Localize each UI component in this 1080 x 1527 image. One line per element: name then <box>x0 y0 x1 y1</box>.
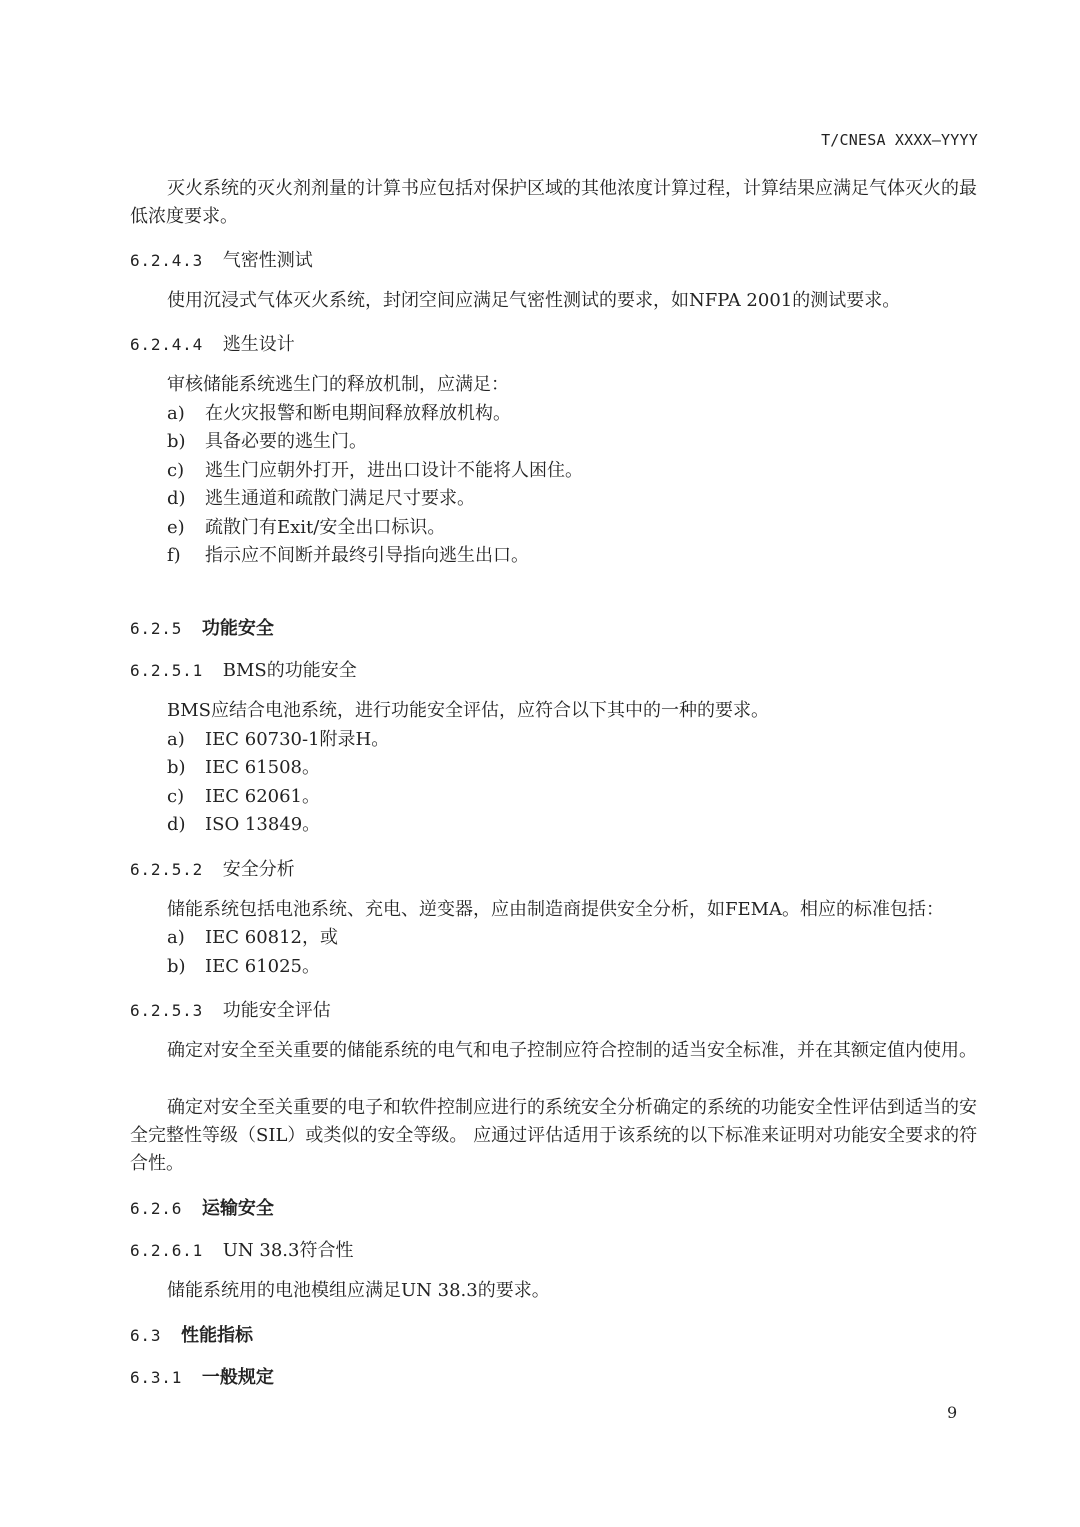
section-title: 安全分析 <box>222 859 295 880</box>
list-marker: c) <box>167 460 185 481</box>
section-number: 6.2.4.3 <box>130 251 204 270</box>
list-text: IEC 62061。 <box>205 786 321 807</box>
section-title: 功能安全评估 <box>222 1000 331 1021</box>
section-number: 6.2.5.3 <box>130 1001 204 1020</box>
paragraph-6253-1: 确定对安全至关重要的储能系统的电气和电子控制应符合控制的适当安全标准，并在其额定值内使用。 <box>167 1040 977 1061</box>
list-item <box>167 924 338 952</box>
heading-626 <box>130 1194 274 1220</box>
list-text: IEC 60730-1附录H。 <box>205 729 390 750</box>
heading-631 <box>130 1363 274 1389</box>
list-item <box>167 457 583 485</box>
paragraph-6261: 储能系统用的电池模组应满足UN 38.3的要求。 <box>167 1280 550 1301</box>
paragraph-intro: 灭火系统的灭火剂剂量的计算书应包括对保护区域的其他浓度计算过程，计算结果应满足气体灭火的最低浓度要求。 <box>130 178 977 227</box>
section-title: 性能指标 <box>181 1325 254 1346</box>
list-item <box>167 542 529 570</box>
heading-63 <box>130 1321 253 1347</box>
heading-6244 <box>130 330 295 356</box>
paragraph-6244-intro: 审核储能系统逃生门的释放机制，应满足： <box>167 374 509 395</box>
list-marker: d) <box>167 814 186 835</box>
section-number: 6.2.5 <box>130 619 183 638</box>
list-text: 疏散门有Exit/安全出口标识。 <box>205 517 446 538</box>
section-number: 6.2.6 <box>130 1199 183 1218</box>
document-code: T/CNESA XXXX—YYYY <box>821 131 978 149</box>
section-title: 逃生设计 <box>222 334 295 355</box>
section-number: 6.3 <box>130 1326 162 1345</box>
section-title: 功能安全 <box>201 618 274 639</box>
list-marker: c) <box>167 786 185 807</box>
section-title: 运输安全 <box>201 1198 274 1219</box>
paragraph-6253-2: 确定对安全至关重要的电子和软件控制应进行的系统安全分析确定的系统的功能安全性评估到适当的安全完整性等级（SIL）或类似的安全等级。 应通过评估适用于该系统的以下标准来证明对功能安全要求的符合性。 <box>130 1097 978 1174</box>
list-text: IEC 61025。 <box>205 956 321 977</box>
list-text: 在火灾报警和断电期间释放释放机构。 <box>205 403 511 424</box>
heading-625 <box>130 614 274 640</box>
list-marker: b) <box>167 956 186 977</box>
list-item <box>167 953 320 981</box>
list-marker: b) <box>167 757 186 778</box>
heading-6252 <box>130 855 295 881</box>
list-marker: b) <box>167 431 186 452</box>
list-text: ISO 13849。 <box>205 814 321 835</box>
list-item <box>167 783 320 811</box>
list-marker: a) <box>167 729 185 750</box>
list-marker: d) <box>167 488 186 509</box>
heading-6253 <box>130 996 331 1022</box>
list-text: 逃生门应朝外打开，进出口设计不能将人困住。 <box>205 460 583 481</box>
list-item <box>167 754 320 782</box>
list-marker: a) <box>167 403 185 424</box>
list-text: IEC 61508。 <box>205 757 321 778</box>
heading-6261 <box>130 1236 354 1262</box>
list-text: 具备必要的逃生门。 <box>205 431 367 452</box>
list-marker: a) <box>167 927 185 948</box>
list-text: IEC 60812，或 <box>205 927 339 948</box>
list-marker: e) <box>167 517 185 538</box>
section-number: 6.2.4.4 <box>130 335 204 354</box>
section-title: 气密性测试 <box>222 250 313 271</box>
list-item <box>167 514 445 542</box>
list-item <box>167 400 511 428</box>
list-marker: f) <box>167 545 181 566</box>
section-title: 一般规定 <box>201 1367 274 1388</box>
section-number: 6.2.5.1 <box>130 661 204 680</box>
heading-6243 <box>130 246 313 272</box>
section-number: 6.2.6.1 <box>130 1241 204 1260</box>
page-number: 9 <box>947 1403 958 1422</box>
section-title: BMS的功能安全 <box>222 660 357 681</box>
section-title: UN 38.3符合性 <box>222 1240 354 1261</box>
heading-6251 <box>130 656 357 682</box>
paragraph-6251-intro: BMS应结合电池系统，进行功能安全评估，应符合以下其中的一种的要求。 <box>167 700 769 721</box>
list-item <box>167 428 367 456</box>
section-number: 6.2.5.2 <box>130 860 204 879</box>
list-item <box>167 485 475 513</box>
paragraph-6243: 使用沉浸式气体灭火系统，封闭空间应满足气密性测试的要求，如NFPA 2001的测试要求。 <box>167 290 901 311</box>
section-number: 6.3.1 <box>130 1368 183 1387</box>
list-text: 逃生通道和疏散门满足尺寸要求。 <box>205 488 475 509</box>
list-text: 指示应不间断并最终引导指向逃生出口。 <box>205 545 529 566</box>
list-item <box>167 811 320 839</box>
paragraph-6252-intro: 储能系统包括电池系统、充电、逆变器，应由制造商提供安全分析，如FEMA。相应的标准包括： <box>167 899 945 920</box>
list-item <box>167 726 389 754</box>
